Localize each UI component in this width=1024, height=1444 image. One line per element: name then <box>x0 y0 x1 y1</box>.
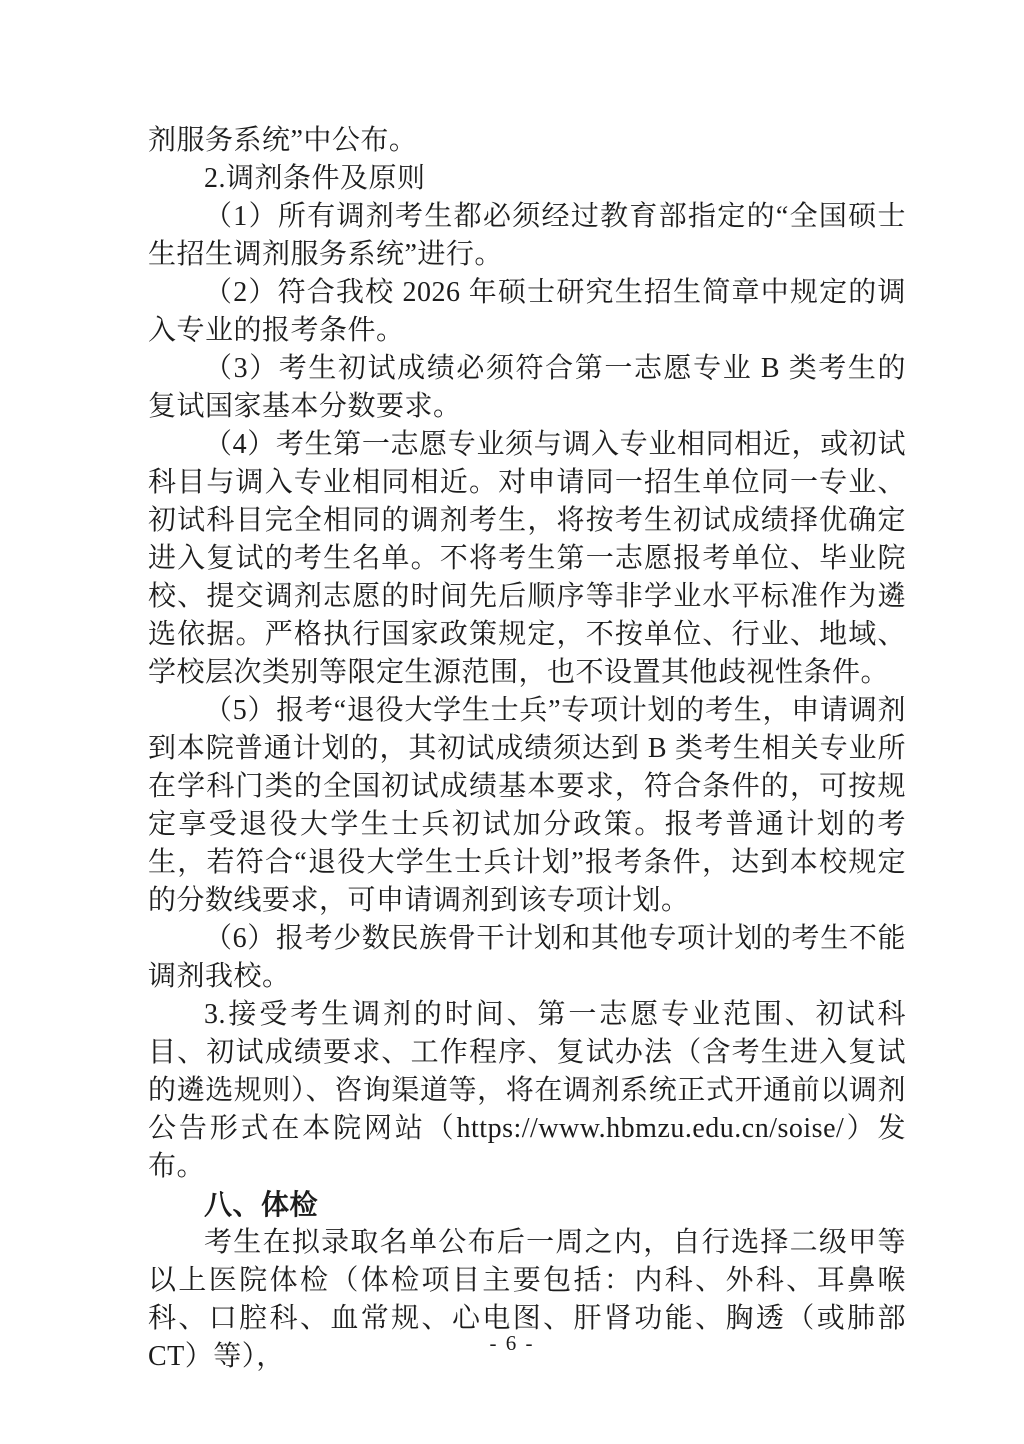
section-heading-8-physical-examination: 八、体检 <box>204 1189 319 1220</box>
paragraph-continuation-service-system: 剂服务系统”中公布。 <box>148 125 418 156</box>
paragraph-item-2-adjustment-conditions-title: 2.调剂条件及原则 <box>204 163 426 194</box>
document-body <box>148 122 906 1376</box>
paragraph-condition-3: （3）考生初试成绩必须符合第一志愿专业 B 类考生的复试国家基本分数要求。 <box>148 353 906 422</box>
paragraph-condition-6: （6）报考少数民族骨干计划和其他专项计划的考生不能调剂我校。 <box>148 923 906 992</box>
paragraph-condition-2: （2）符合我校 2026 年硕士研究生招生简章中规定的调入专业的报考条件。 <box>148 277 906 346</box>
paragraph-item-3-adjustment-announcement: 3.接受考生调剂的时间、第一志愿专业范围、初试科目、初试成绩要求、工作程序、复试办法（含考生进入复试的遴选规则）、咨询渠道等，将在调剂系统正式开通前以调剂公告形式在本院网站（https://www.hbmzu.edu.cn/soise/）发布。 <box>148 999 906 1182</box>
paragraph-condition-1: （1）所有调剂考生都必须经过教育部指定的“全国硕士生招生调剂服务系统”进行。 <box>148 201 906 270</box>
page-number: - 6 - <box>489 1331 535 1355</box>
paragraph-physical-examination-details: 考生在拟录取名单公布后一周之内，自行选择二级甲等以上医院体检（体检项目主要包括：内科、外科、耳鼻喉科、口腔科、血常规、心电图、肝肾功能、胸透（或肺部 CT）等）， <box>148 1227 906 1372</box>
paragraph-condition-5: （5）报考“退役大学生士兵”专项计划的考生，申请调剂到本院普通计划的，其初试成绩须达到 B 类考生相关专业所在学科门类的全国初试成绩基本要求，符合条件的，可按规定享受退役大学生士兵初试加分政策。报考普通计划的考生，若符合“退役大学生士兵计划”报考条件，达到本校规定的分数线要求，可申请调剂到该专项计划。 <box>148 695 906 916</box>
paragraph-condition-4: （4）考生第一志愿专业须与调入专业相同相近，或初试科目与调入专业相同相近。对申请同一招生单位同一专业、初试科目完全相同的调剂考生，将按考生初试成绩择优确定进入复试的考生名单。不将考生第一志愿报考单位、毕业院校、提交调剂志愿的时间先后顺序等非学业水平标准作为遴选依据。严格执行国家政策规定，不按单位、行业、地域、学校层次类别等限定生源范围，也不设置其他歧视性条件。 <box>148 429 906 688</box>
